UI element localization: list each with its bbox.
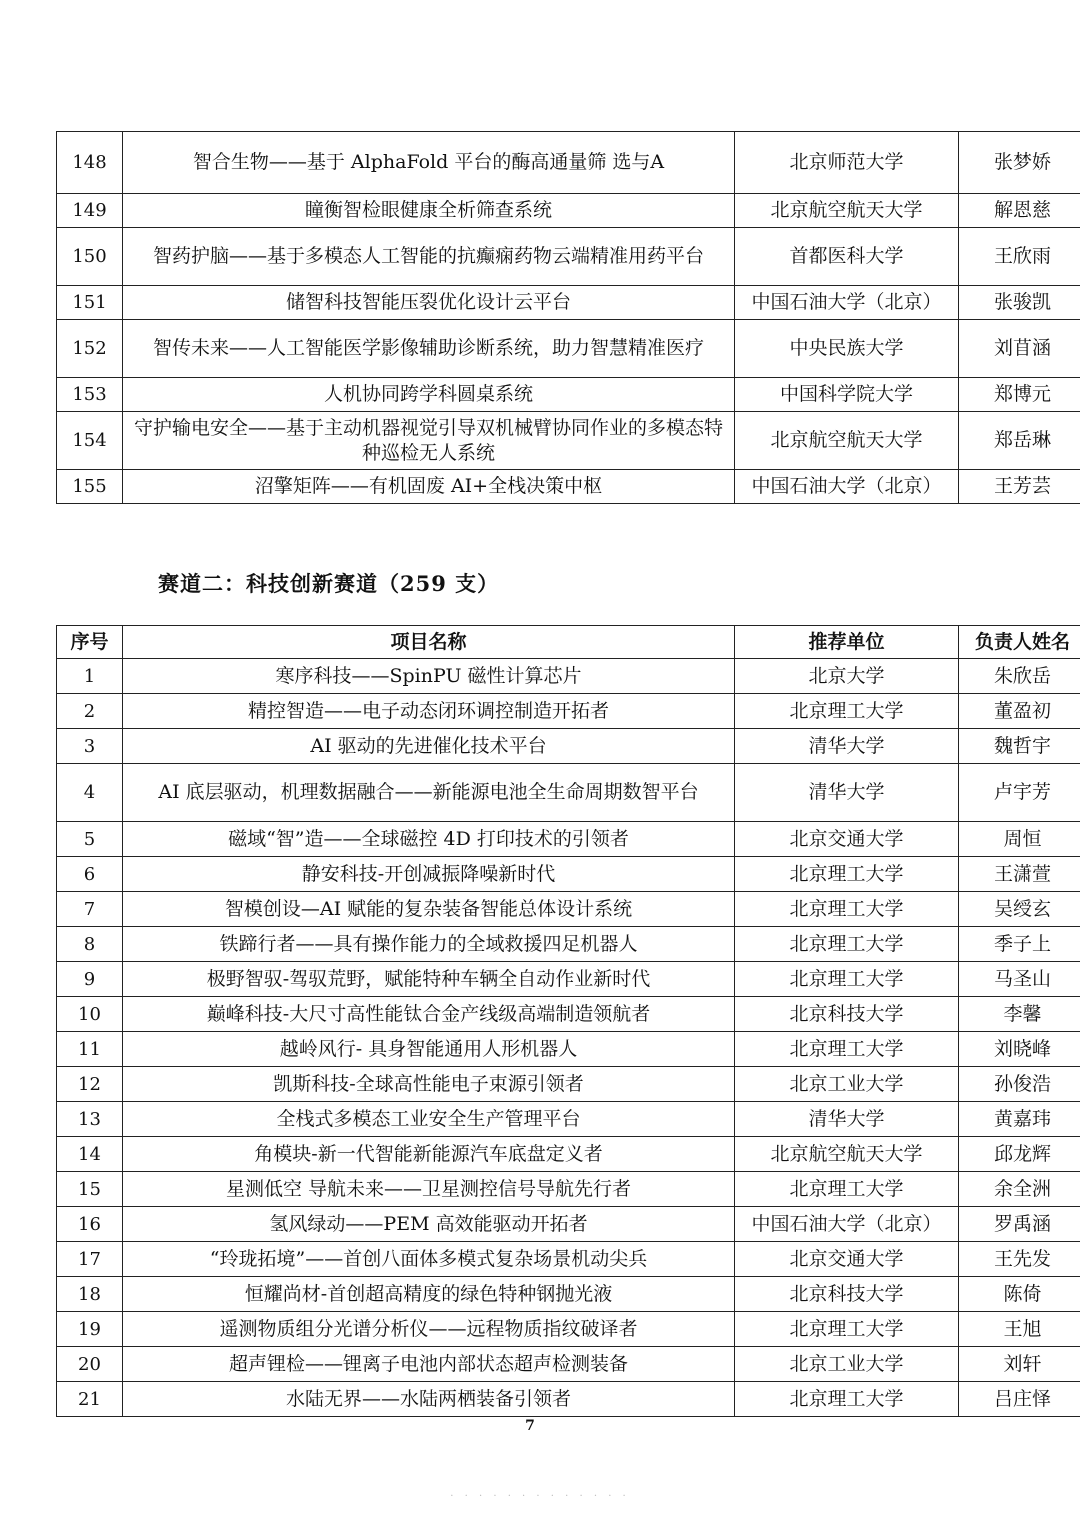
- leader-name: 董盈初: [959, 694, 1080, 729]
- recommending-unit: 首都医科大学: [735, 228, 959, 286]
- recommending-unit: 北京理工大学: [735, 1172, 959, 1207]
- leader-name: 吴绶玄: [959, 892, 1080, 927]
- header-leader: 负责人姓名: [959, 626, 1080, 659]
- leader-name: 张梦娇: [959, 132, 1080, 194]
- leader-name: 郑博元: [959, 378, 1080, 412]
- row-number: 14: [57, 1137, 123, 1172]
- row-number: 2: [57, 694, 123, 729]
- project-name: 全栈式多模态工业安全生产管理平台: [123, 1102, 735, 1137]
- recommending-unit: 北京科技大学: [735, 997, 959, 1032]
- table-row: [57, 412, 1080, 470]
- leader-name: 黄嘉玮: [959, 1102, 1080, 1137]
- table-row: [57, 764, 1080, 822]
- leader-name: 余全洲: [959, 1172, 1080, 1207]
- leader-name: 王旭: [959, 1312, 1080, 1347]
- table-row: [57, 132, 1080, 194]
- project-name: 守护输电安全——基于主动机器视觉引导双机械臂协同作业的多模态特种巡检无人系统: [123, 412, 735, 470]
- leader-name: 周恒: [959, 822, 1080, 857]
- project-name: 超声锂检——锂离子电池内部状态超声检测装备: [123, 1347, 735, 1382]
- row-number: 1: [57, 659, 123, 694]
- table-row: [57, 729, 1080, 764]
- project-name: 智模创设—AI 赋能的复杂装备智能总体设计系统: [123, 892, 735, 927]
- recommending-unit: 中国科学院大学: [735, 378, 959, 412]
- row-number: 154: [57, 412, 123, 470]
- section-title: 赛道二：科技创新赛道（259 支）: [158, 571, 500, 596]
- row-number: 11: [57, 1032, 123, 1067]
- row-number: 13: [57, 1102, 123, 1137]
- row-number: 10: [57, 997, 123, 1032]
- leader-name: 王潇萱: [959, 857, 1080, 892]
- row-number: 149: [57, 194, 123, 228]
- recommending-unit: 北京航空航天大学: [735, 194, 959, 228]
- leader-name: 朱欣岳: [959, 659, 1080, 694]
- leader-name: 吕庄怿: [959, 1382, 1080, 1417]
- tech-innovation-table-body: [57, 659, 1080, 1417]
- project-name: 巅峰科技-大尺寸高性能钛合金产线级高端制造领航者: [123, 997, 735, 1032]
- project-name: 人机协同跨学科圆桌系统: [123, 378, 735, 412]
- table-row: [57, 659, 1080, 694]
- table-row: [57, 822, 1080, 857]
- header-name: 项目名称: [123, 626, 735, 659]
- row-number: 18: [57, 1277, 123, 1312]
- leader-name: 刘晓峰: [959, 1032, 1080, 1067]
- recommending-unit: 中国石油大学（北京）: [735, 470, 959, 504]
- table-row: [57, 1102, 1080, 1137]
- project-name: 沼擎矩阵——有机固废 AI+全栈决策中枢: [123, 470, 735, 504]
- project-name: 极野智驭-驾驭荒野，赋能特种车辆全自动作业新时代: [123, 962, 735, 997]
- recommending-unit: 北京科技大学: [735, 1277, 959, 1312]
- table-row: [57, 857, 1080, 892]
- project-name: 瞳衡智检眼健康全析筛查系统: [123, 194, 735, 228]
- leader-name: 解恩慈: [959, 194, 1080, 228]
- recommending-unit: 中国石油大学（北京）: [735, 286, 959, 320]
- table-row: [57, 1347, 1080, 1382]
- project-name: 遥测物质组分光谱分析仪——远程物质指纹破译者: [123, 1312, 735, 1347]
- leader-name: 陈倚: [959, 1277, 1080, 1312]
- row-number: 3: [57, 729, 123, 764]
- table-row: [57, 470, 1080, 504]
- header-no: 序号: [57, 626, 123, 659]
- leader-name: 季子上: [959, 927, 1080, 962]
- row-number: 19: [57, 1312, 123, 1347]
- row-number: 6: [57, 857, 123, 892]
- table-row: [57, 194, 1080, 228]
- leader-name: 郑岳琳: [959, 412, 1080, 470]
- table-row: [57, 1067, 1080, 1102]
- project-name: 越岭风行- 具身智能通用人形机器人: [123, 1032, 735, 1067]
- recommending-unit: 北京师范大学: [735, 132, 959, 194]
- table-row: [57, 927, 1080, 962]
- project-name: 智药护脑——基于多模态人工智能的抗癫痫药物云端精准用药平台: [123, 228, 735, 286]
- project-name: 储智科技智能压裂优化设计云平台: [123, 286, 735, 320]
- tech-innovation-table: [56, 625, 1080, 1417]
- table-row: [57, 1277, 1080, 1312]
- table-row: [57, 997, 1080, 1032]
- table-row: [57, 286, 1080, 320]
- recommending-unit: 北京理工大学: [735, 927, 959, 962]
- project-name: AI 底层驱动，机理数据融合——新能源电池全生命周期数智平台: [123, 764, 735, 822]
- row-number: 9: [57, 962, 123, 997]
- project-name: 凯斯科技-全球高性能电子束源引领者: [123, 1067, 735, 1102]
- project-table-continued-body: [57, 132, 1080, 504]
- row-number: 153: [57, 378, 123, 412]
- project-name: “玲珑拓境”——首创八面体多模式复杂场景机动尖兵: [123, 1242, 735, 1277]
- recommending-unit: 中央民族大学: [735, 320, 959, 378]
- recommending-unit: 北京航空航天大学: [735, 1137, 959, 1172]
- recommending-unit: 北京交通大学: [735, 822, 959, 857]
- project-name: 寒序科技——SpinPU 磁性计算芯片: [123, 659, 735, 694]
- leader-name: 孙俊浩: [959, 1067, 1080, 1102]
- row-number: 16: [57, 1207, 123, 1242]
- project-name: 精控智造——电子动态闭环调控制造开拓者: [123, 694, 735, 729]
- leader-name: 卢宇芳: [959, 764, 1080, 822]
- leader-name: 魏哲宇: [959, 729, 1080, 764]
- table-row: [57, 378, 1080, 412]
- project-name: 水陆无界——水陆两栖装备引领者: [123, 1382, 735, 1417]
- leader-name: 罗禹涵: [959, 1207, 1080, 1242]
- table-row: [57, 1382, 1080, 1417]
- table-row: [57, 1137, 1080, 1172]
- row-number: 7: [57, 892, 123, 927]
- leader-name: 邱龙辉: [959, 1137, 1080, 1172]
- project-table-continued: [56, 131, 1080, 504]
- table-header-row: [57, 626, 1080, 659]
- recommending-unit: 北京理工大学: [735, 694, 959, 729]
- page-number: 7: [525, 1418, 535, 1434]
- recommending-unit: 北京大学: [735, 659, 959, 694]
- recommending-unit: 北京工业大学: [735, 1067, 959, 1102]
- recommending-unit: 北京理工大学: [735, 857, 959, 892]
- recommending-unit: 北京理工大学: [735, 1312, 959, 1347]
- recommending-unit: 北京理工大学: [735, 892, 959, 927]
- row-number: 5: [57, 822, 123, 857]
- project-name: 氢风绿动——PEM 高效能驱动开拓者: [123, 1207, 735, 1242]
- recommending-unit: 清华大学: [735, 764, 959, 822]
- row-number: 17: [57, 1242, 123, 1277]
- project-name: 智传未来——人工智能医学影像辅助诊断系统，助力智慧精准医疗: [123, 320, 735, 378]
- recommending-unit: 清华大学: [735, 729, 959, 764]
- recommending-unit: 北京理工大学: [735, 962, 959, 997]
- leader-name: 王先发: [959, 1242, 1080, 1277]
- project-name: 恒耀尚材-首创超高精度的绿色特种钢抛光液: [123, 1277, 735, 1312]
- row-number: 151: [57, 286, 123, 320]
- recommending-unit: 清华大学: [735, 1102, 959, 1137]
- table-row: [57, 1242, 1080, 1277]
- row-number: 152: [57, 320, 123, 378]
- table-row: [57, 962, 1080, 997]
- leader-name: 王欣雨: [959, 228, 1080, 286]
- project-name: 铁蹄行者——具有操作能力的全域救援四足机器人: [123, 927, 735, 962]
- project-name: 角模块-新一代智能新能源汽车底盘定义者: [123, 1137, 735, 1172]
- project-name: AI 驱动的先进催化技术平台: [123, 729, 735, 764]
- project-name: 磁域“智”造——全球磁控 4D 打印技术的引领者: [123, 822, 735, 857]
- table-row: [57, 1312, 1080, 1347]
- recommending-unit: 北京航空航天大学: [735, 412, 959, 470]
- row-number: 155: [57, 470, 123, 504]
- leader-name: 刘苜涵: [959, 320, 1080, 378]
- row-number: 8: [57, 927, 123, 962]
- recommending-unit: 北京交通大学: [735, 1242, 959, 1277]
- table-row: [57, 228, 1080, 286]
- leader-name: 刘轩: [959, 1347, 1080, 1382]
- scan-artifact: . . . . . . . . . . . . .: [450, 1488, 630, 1499]
- row-number: 148: [57, 132, 123, 194]
- project-name: 星测低空 导航未来——卫星测控信号导航先行者: [123, 1172, 735, 1207]
- row-number: 21: [57, 1382, 123, 1417]
- table-row: [57, 1032, 1080, 1067]
- recommending-unit: 中国石油大学（北京）: [735, 1207, 959, 1242]
- row-number: 150: [57, 228, 123, 286]
- project-name: 智合生物——基于 AlphaFold 平台的酶高通量筛 选与A: [123, 132, 735, 194]
- leader-name: 马圣山: [959, 962, 1080, 997]
- recommending-unit: 北京工业大学: [735, 1347, 959, 1382]
- row-number: 15: [57, 1172, 123, 1207]
- row-number: 20: [57, 1347, 123, 1382]
- table-row: [57, 1207, 1080, 1242]
- recommending-unit: 北京理工大学: [735, 1032, 959, 1067]
- row-number: 12: [57, 1067, 123, 1102]
- table-row: [57, 694, 1080, 729]
- table-row: [57, 320, 1080, 378]
- table-row: [57, 1172, 1080, 1207]
- project-name: 静安科技-开创减振降噪新时代: [123, 857, 735, 892]
- leader-name: 王芳芸: [959, 470, 1080, 504]
- header-unit: 推荐单位: [735, 626, 959, 659]
- recommending-unit: 北京理工大学: [735, 1382, 959, 1417]
- leader-name: 张骏凯: [959, 286, 1080, 320]
- table-row: [57, 892, 1080, 927]
- leader-name: 李馨: [959, 997, 1080, 1032]
- row-number: 4: [57, 764, 123, 822]
